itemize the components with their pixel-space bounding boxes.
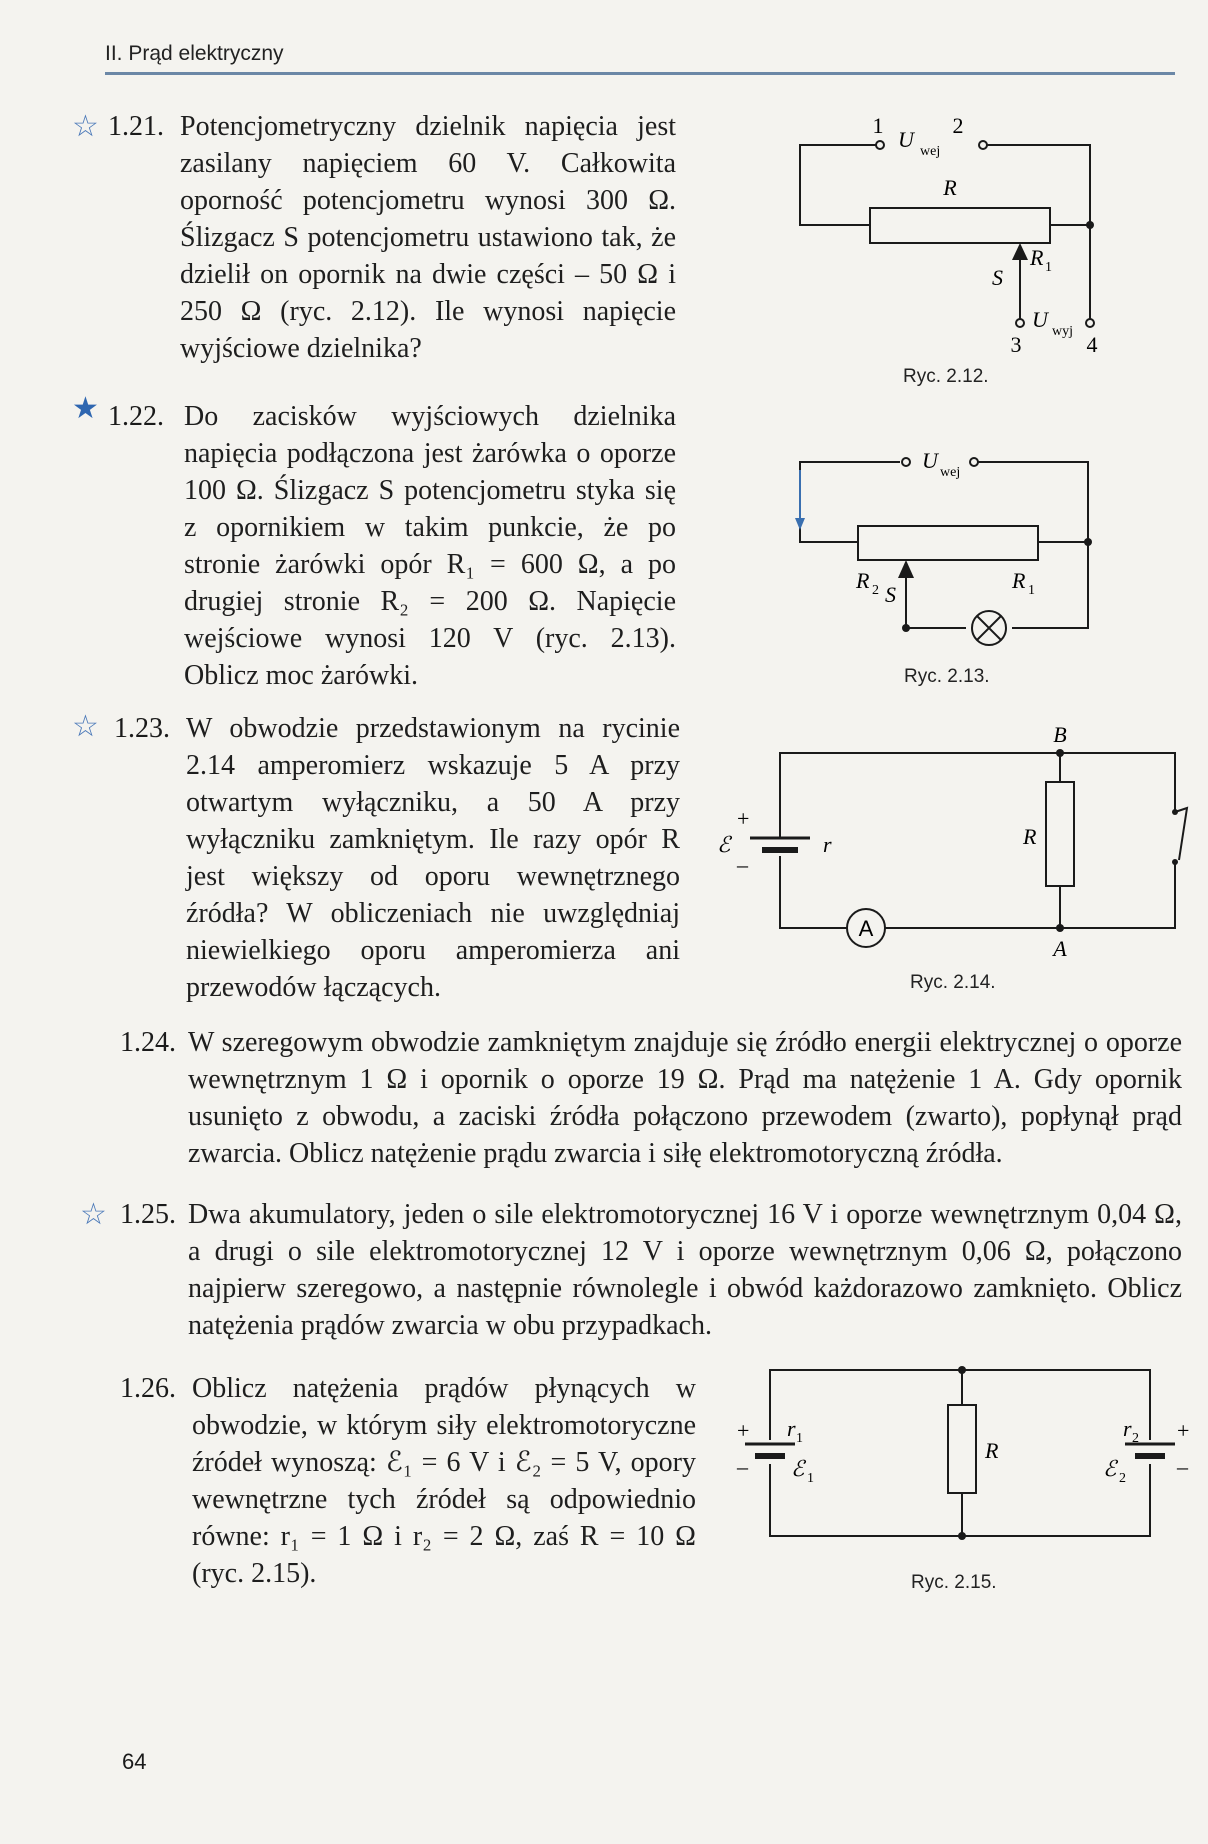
problem-text: W szeregowym obwodzie zamkniętym znajduje się źródło energii elektrycznej o oporze wewnętrznym 1 Ω i opornik o oporze 19 Ω. Prąd ma natężenie 1 A. Gdy opornik usunięto z obwodu, a zaciski źródła połączono przewodem (zwarto), popłynął prąd zwarcia. Oblicz natężenie prądu zwarcia i siłę elektromotoryczną źródła.: [188, 1027, 1182, 1169]
r2-subscript: 2: [1132, 1431, 1139, 1446]
emf2-subscript: 2: [1119, 1471, 1126, 1486]
terminal-2-label: 2: [952, 113, 964, 138]
emf2-label: ℰ: [1103, 1456, 1117, 1481]
header-rule: [105, 72, 1175, 75]
node-b-label: B: [1053, 722, 1067, 747]
internal-resistance-label: r: [823, 832, 832, 857]
problem-text: Oblicz natężenia prądów płynących w obwodzie, w którym siły elektromotoryczne źródeł wynoszą: ℰ₁ = 6 V i ℰ₂ = 5 V, opory wewnętrzne tych źródeł są odpowiednio równe: r₁ = 1 Ω i r₂ = 2 Ω, zaś R = 10 Ω (ryc. 2.15).: [192, 1373, 696, 1589]
problem-text: Dwa akumulatory, jeden o sile elektromotorycznej 16 V i oporze wewnętrznym 0,04 Ω, a drugi o sile elektromotorycznej 12 V i oporze wewnętrznym 0,06 Ω, połączono najpierw szeregowo, a następnie równolegle i obwód każdorazowo zamknięto. Oblicz natężenia prądów zwarcia w obu przypadkach.: [188, 1199, 1182, 1341]
figure-caption: Ryc. 2.14.: [910, 972, 996, 993]
r1-label: R: [1012, 568, 1026, 593]
resistor-r-label: R: [1023, 824, 1037, 849]
r2-label: R: [856, 568, 870, 593]
u-wyj-label: U: [1032, 307, 1048, 332]
circuit-diagram-fig-2-13: [780, 440, 1100, 650]
figure-caption: Ryc. 2.15.: [911, 1572, 997, 1593]
plus-sign: +: [1177, 1418, 1190, 1443]
u-wej-label: U: [898, 127, 914, 152]
star-outline-icon: ☆: [80, 1197, 107, 1232]
emf1-label: ℰ: [791, 1456, 805, 1481]
figure-caption: Ryc. 2.13.: [904, 666, 990, 687]
plus-sign: +: [737, 1418, 750, 1443]
circuit-diagram-fig-2-15: [725, 1360, 1195, 1560]
star-outline-icon: ☆: [72, 109, 99, 144]
page-number: 64: [122, 1749, 147, 1774]
emf-label: ℰ: [717, 832, 731, 857]
ammeter-label: A: [858, 916, 874, 941]
node-a-label: A: [1053, 936, 1067, 960]
r1-subscript: 1: [1028, 583, 1035, 598]
problem-text: Potencjometryczny dzielnik napięcia jest zasilany napięciem 60 V. Całkowita oporność potencjometru wynosi 300 Ω. Ślizgacz S potencjometru ustawiono tak, że dzielił on opornik na dwie części – 50 Ω i 250 Ω (ryc. 2.12). Ile wynosi napięcie wyjściowe dzielnika?: [180, 111, 676, 364]
running-header: II. Prąd elektryczny: [105, 42, 284, 65]
problem-number: 1.22.: [108, 401, 164, 432]
circuit-diagram-fig-2-14: [705, 720, 1205, 960]
minus-sign: –: [737, 852, 748, 877]
u-wyj-subscript: wyj: [1052, 324, 1073, 339]
problem-number: 1.24.: [120, 1027, 176, 1058]
minus-sign: –: [1177, 1454, 1188, 1479]
problem-text: W obwodzie przedstawionym na rycinie 2.14 amperomierz wskazuje 5 A przy otwartym wyłączniku, a 50 A przy wyłączniku zamkniętym. Ile razy opór R jest większy od oporu wewnętrznego źródła? W obliczeniach nie uwzględniaj niewielkiego oporu amperomierza ani przewodów łączących.: [186, 713, 680, 1003]
terminal-3-label: 3: [1010, 332, 1022, 357]
star-outline-icon: ☆: [72, 709, 99, 744]
problem-number: 1.23.: [114, 713, 170, 744]
u-wej-label: U: [922, 448, 938, 473]
r1-subscript: 1: [1045, 260, 1052, 275]
r1-subscript: 1: [796, 1431, 803, 1446]
u-wej-subscript: wej: [920, 144, 941, 159]
r1-label: R: [1030, 245, 1044, 270]
resistor-r-label: R: [943, 175, 957, 200]
plus-sign: +: [737, 806, 750, 831]
u-wej-subscript: wej: [940, 465, 961, 480]
r2-subscript: 2: [872, 583, 879, 598]
emf1-subscript: 1: [807, 1471, 814, 1486]
circuit-diagram-fig-2-12: [780, 105, 1120, 365]
problem-number: 1.21.: [108, 111, 164, 142]
r1-label: r: [787, 1416, 796, 1441]
resistor-r-label: R: [985, 1438, 999, 1463]
problem-text: Do zacisków wyjściowych dzielnika napięcia podłączona jest żarówka o oporze 100 Ω. Ślizgacz S potencjometru styka się z opornikiem w takim punkcie, że po stronie żarówki opór R₁ = 600 Ω, a po drugiej stronie R₂ = 200 Ω. Napięcie wejściowe wynosi 120 V (ryc. 2.13). Oblicz moc żarówki.: [184, 401, 676, 691]
terminal-4-label: 4: [1086, 332, 1098, 357]
slider-s-label: S: [992, 265, 1003, 290]
star-filled-icon: ★: [72, 391, 99, 426]
minus-sign: –: [737, 1454, 748, 1479]
figure-caption: Ryc. 2.12.: [903, 366, 989, 387]
problem-number: 1.25.: [120, 1199, 176, 1230]
r2-label: r: [1123, 1416, 1132, 1441]
problem-number: 1.26.: [120, 1373, 176, 1404]
terminal-1-label: 1: [872, 113, 884, 138]
slider-s-label: S: [885, 582, 896, 607]
